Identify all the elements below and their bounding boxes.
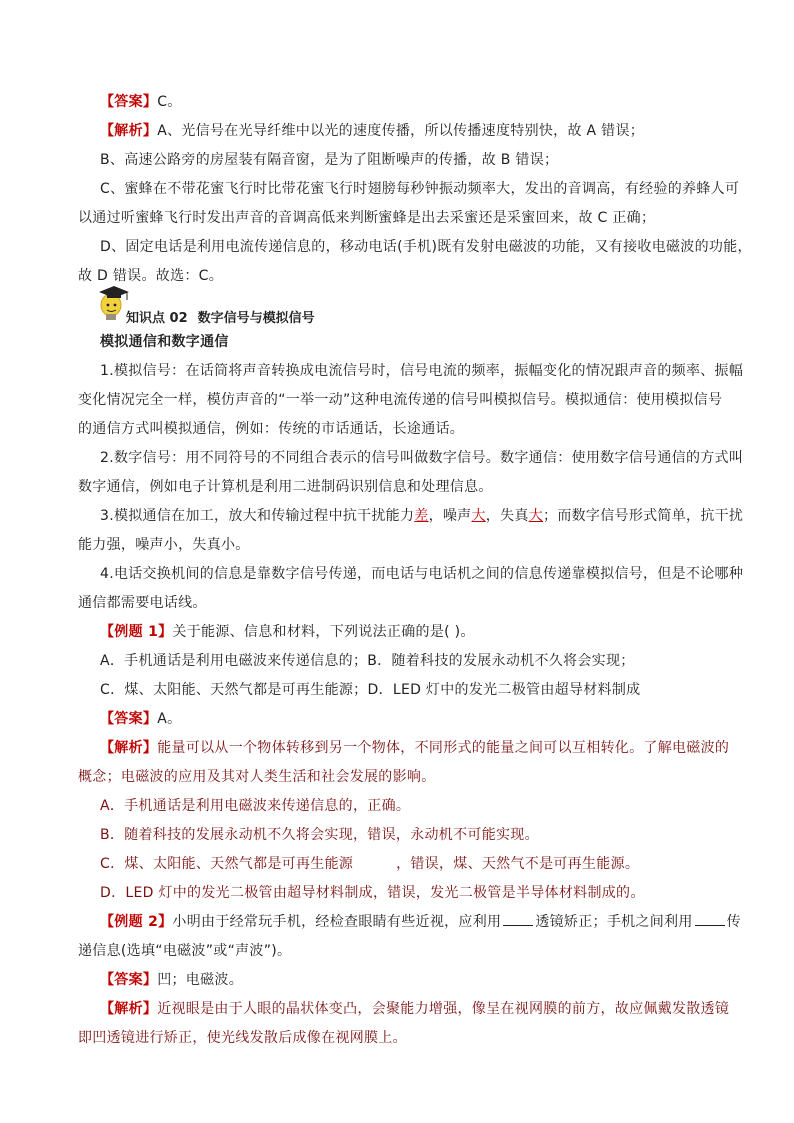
- analysis-1-line-6: 故 D 错误。故选：C。: [78, 268, 224, 284]
- analysis-3-line-2: 即凹透镜进行矫正，使光线发散后成像在视网膜上。: [78, 1030, 407, 1046]
- example-1-question: 【例题 1】关于能源、信息和材料，下列说法正确的是( )。: [100, 624, 475, 640]
- answer-3: 【答案】凹；电磁波。: [100, 972, 244, 988]
- para-3-line-1: 3.模拟通信在加工，放大和传输过程中抗干扰能力差，噪声大，失真大；而数字信号形式简单，抗干扰: [100, 508, 744, 524]
- para-3-line-2: 能力强，噪声小，失真小。: [78, 537, 250, 553]
- example-1-options-ab: A．手机通话是利用电磁波来传递信息的；B．随着科技的发展永动机不久将会实现；: [100, 653, 635, 669]
- para-4-line-1: 4.电话交换机间的信息是靠数字信号传递，而电话与电话机之间的信息传递靠模拟信号，但是不论哪种: [100, 566, 744, 582]
- analysis-2-line-1: 【解析】能量可以从一个物体转移到另一个物体，不同形式的能量之间可以互相转化。了解电磁波的: [100, 740, 730, 756]
- analysis-1-line-1: 【解析】A、光信号在光导纤维中以光的速度传播，所以传播速度特别快，故 A 错误；: [100, 123, 645, 139]
- analysis-2-line-2: 概念；电磁波的应用及其对人类生活和社会发展的影响。: [78, 769, 436, 785]
- fill-blank-1[interactable]: [503, 913, 533, 926]
- example-2-question: 【例题 2】小明由于经常玩手机，经检查眼睛有些近视，应利用 透镜矫正；手机之间利用 传: [100, 914, 741, 930]
- answer-1: 【答案】C。: [100, 94, 182, 110]
- para-1-line-1: 1.模拟信号：在话筒将声音转换成电流信号时，信号电流的频率，振幅变化的情况跟声音的频率、振幅: [100, 363, 744, 379]
- example-2-question-line-2: 递信息(选填“电磁波”或“声波”)。: [78, 943, 292, 959]
- knowledge-point-label: 知识点 02 数字信号与模拟信号: [126, 311, 315, 326]
- analysis-1-line-2: B、高速公路旁的房屋装有隔音窗，是为了阻断噪声的传播，故 B 错误；: [100, 152, 559, 168]
- lightbulb-graduate-icon: [96, 283, 130, 323]
- analysis-1-line-4: 以通过听蜜蜂飞行时发出声音的音调高低来判断蜜蜂是出去采蜜还是采蜜回来，故 C 正确；: [78, 210, 656, 226]
- analysis-1-line-5: D、固定电话是利用电流传递信息的，移动电话(手机)既有发射电磁波的功能，又有接收电磁波的功能，: [100, 239, 752, 255]
- answer-2: 【答案】A。: [100, 711, 182, 727]
- analysis-2-option-a: A．手机通话是利用电磁波来传递信息的，正确。: [100, 798, 411, 814]
- analysis-1-line-3: C、蜜蜂在不带花蜜飞行时比带花蜜飞行时翅膀每秒钟振动频率大，发出的音调高，有经验的养蜂人可: [100, 181, 740, 197]
- section-title: 模拟通信和数字通信: [100, 334, 229, 350]
- fill-blank-2[interactable]: [695, 913, 725, 926]
- para-1-line-3: 的通信方式叫模拟通信，例如：传统的市话通话，长途通话。: [78, 421, 465, 437]
- analysis-3-line-1: 【解析】近视眼是由于人眼的晶状体变凸，会聚能力增强，像呈在视网膜的前方，故应佩戴发散透镜: [100, 1001, 730, 1017]
- knowledge-point-heading: [96, 283, 356, 326]
- example-1-options-cd: C．煤、太阳能、天然气都是可再生能源；D．LED 灯中的发光二极管由超导材料制成: [100, 682, 641, 698]
- para-2-line-2: 数字通信，例如电子计算机是利用二进制码识别信息和处理信息。: [78, 479, 493, 495]
- analysis-2-option-d: D．LED 灯中的发光二极管由超导材料制成，错误，发光二极管是半导体材料制成的。: [100, 885, 645, 901]
- para-2-line-1: 2.数字信号：用不同符号的不同组合表示的信号叫做数字信号。数字通信：使用数字信号通信的方式叫: [100, 450, 744, 466]
- para-4-line-2: 通信都需要电话线。: [78, 595, 207, 611]
- para-1-line-2: 变化情况完全一样，模仿声音的“一举一动”这种电流传递的信号叫模拟信号。模拟通信：使用模拟信号: [78, 392, 723, 408]
- analysis-2-option-b: B．随着科技的发展永动机不久将会实现，错误，永动机不可能实现。: [100, 827, 539, 843]
- analysis-2-option-c: C．煤、太阳能、天然气都是可再生能源 ，错误，煤、天然气不是可再生能源。: [100, 856, 640, 872]
